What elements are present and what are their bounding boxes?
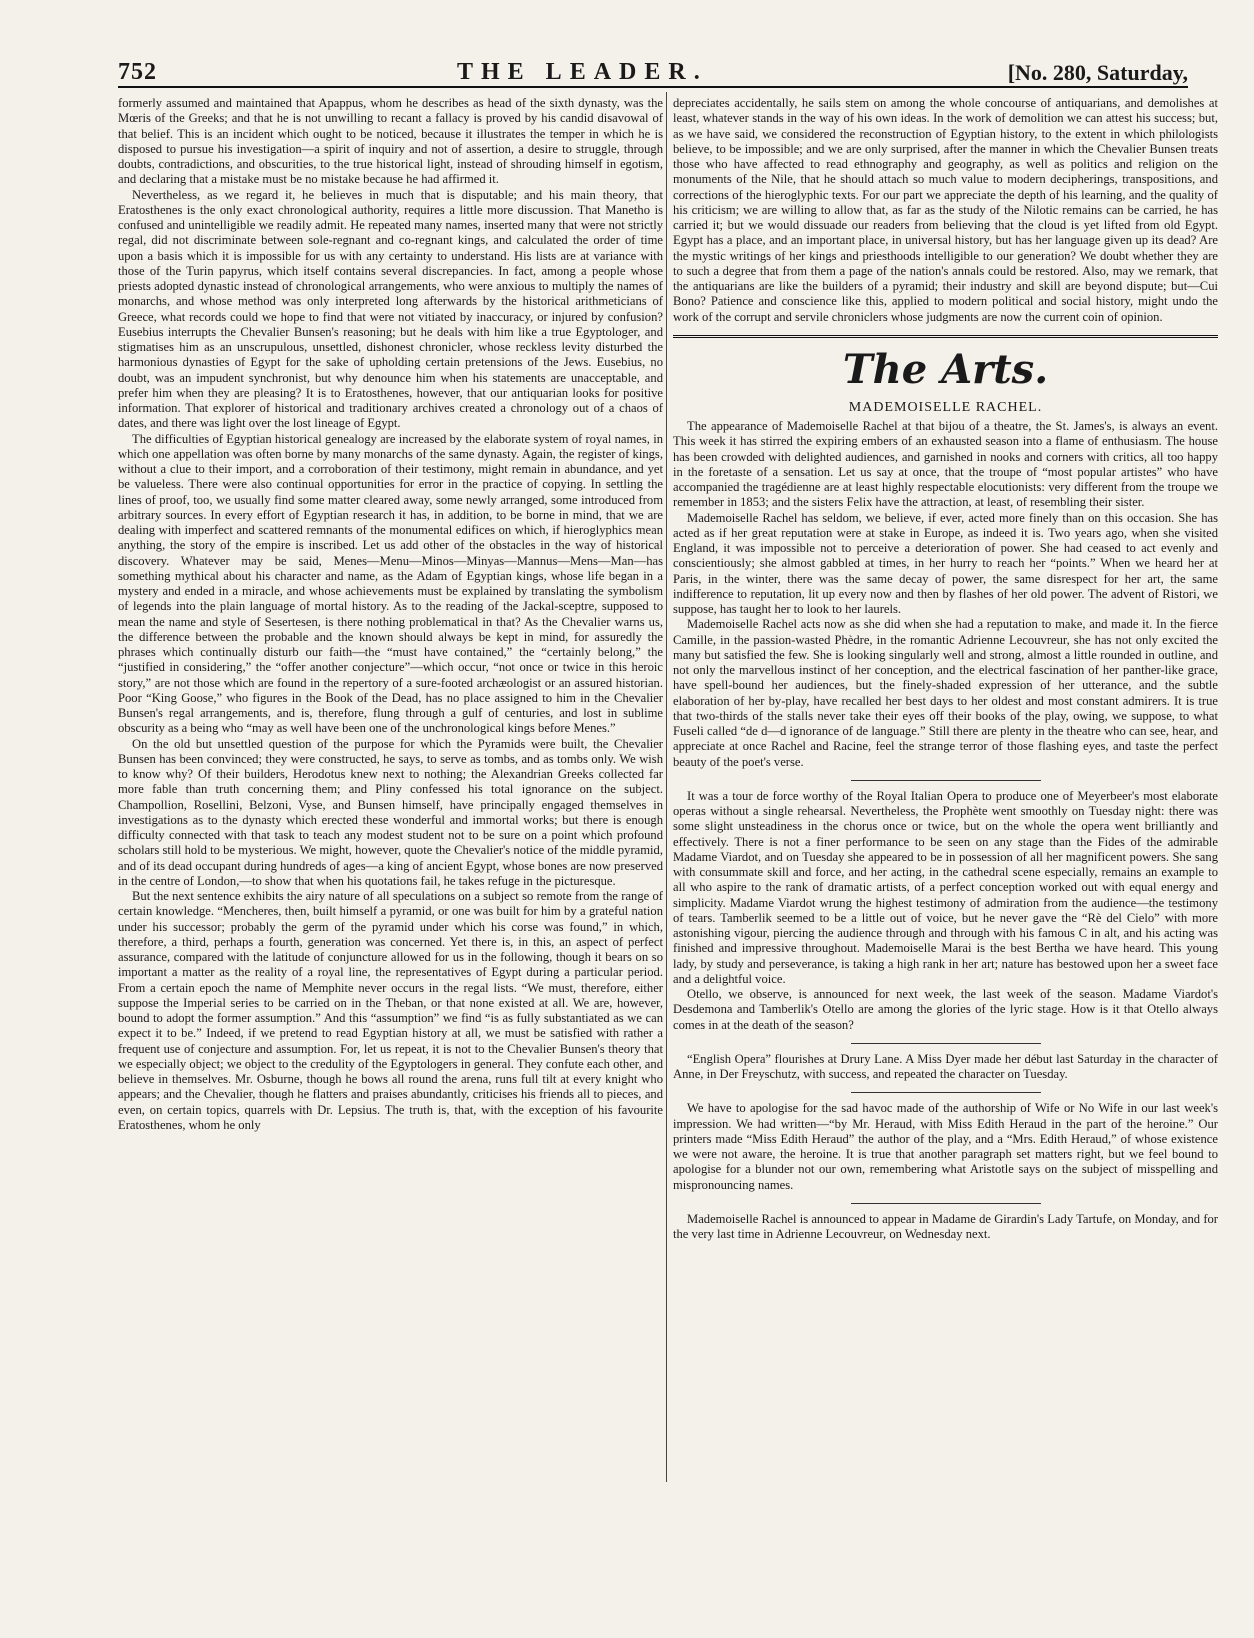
left-column	[118, 96, 663, 1133]
separator-rule-2	[851, 1043, 1041, 1044]
rachel-paragraph-2: Mademoiselle Rachel has seldom, we believe, if ever, acted more finely than on this occasion. She has acted as if her great reputation were at stake in Europe, as indeed it is. Two years ago, when she visited England, it was impossible not to perceive a deterioration of power. She had ceased to act evenly and conscientiously; she almost gabbled at times, in her hurry to reach her “points.” When we heard her at Paris, in the winter, there was the same decay of power, the same disrespect for her art, the same indifference to reputation, lit up every now and then by flashes of her old power. The advent of Ristori, we suppose, has taught her to look to her laurels.	[673, 510, 1218, 616]
left-paragraph-3: The difficulties of Egyptian historical genealogy are increased by the elaborate system of royal names, in which one appellation was often borne by many monarchs of the same dynasty. Again, the register of kings, without a clue to their import, and a corroboration of their testimony, might remain in abundance, and yet be valueless. There were also continual opportunities for error in the practice of copying. In settling the lines of proof, too, we usually find some matter cleared away, some newly arranged, some introduced from arbitrary sources. In every effort of Egyptian research it has, in addition, to be borne in mind, that we are dealing with imperfect and scattered remnants of the monumental edifices on which, if hieroglyphics mean anything, the story of the empire is inscribed. Let us add other of the obstacles in the way of historical discovery. Whatever may be said, Menes—Menu—Minos—Minyas—Mannus—Mens—Man—has something mythical about his character and name, as the Adam of Egyptian kings, whose life began in a mystery and ended in a miracle, and whose achievements must be explained by translating the symbolism of legends into the plain language of mortal history. As to the reading of the Jackal-sceptre, supposed to mean the name and style of Sesertesen, is there nothing problematical in that? As the Chevalier warns us, the difference between the probable and the known should always be kept in mind, for assuredly the phrases which continually disturb our faith—the “must have contained,” the “certainly belong,” the “justified in considering,” the “offer another conjecture”—which occur, “not once or twice in this heroic story,” are not those which are found in the repertory of a sure-footed archæologist or an assured historian. Poor “King Goose,” who figures in the Book of the Dead, has no place assigned to him in the Chevalier Bunsen's regal arrangements, and is, therefore, flung through a gulf of centuries, and lost in sublime obscurity as a being who “may as well have been one of the unchronological kings before Menes.”	[118, 431, 663, 736]
english-opera-paragraph: “English Opera” flourishes at Drury Lane. A Miss Dyer made her début last Saturday in the character of Anne, in Der Freyschutz, with success, and repeated the character on Tuesday.	[673, 1051, 1218, 1081]
section-rule	[673, 335, 1218, 338]
section-title-arts: The Arts.	[842, 345, 1049, 393]
right-continuation-paragraph: depreciates accidentally, he sails stem on among the whole concourse of antiquarians, and demolishes at least, whatever stands in the way of his own ideas. In the work of demolition we can attest his success; but, as we have said, we considered the reconstruction of Egyptian history, to the extent in which philologists believe, to be impossible; and we are only surprised, after the manner in which the Chevalier Bunsen treats those who have affected to read ethnography and geography, as well as politics and religion on the monuments of the Nile, that he should attach so much value to modern decipherings, transpositions, and corrections of the hieroglyphic texts. For our part we appreciate the depth of his learning, and the quality of his criticism; we are willing to allow that, as far as the study of the Nilotic remains can be carried, he has carried it; but we would dissuade our readers from believing that the cloud is yet lifted from old Egypt. Egypt has a place, and an important place, in universal history, but has her language given up its dead? Are the mystic writings of her kings and priesthoods intelligible to our generation? We doubt whether they are to such a degree that from them a page of the nation's annals could be restored. Also, may we remark, that the antiquarians are like the builders of a pyramid; their industry and skill are beyond dispute; but—Cui Bono? Patience and conscience like this, applied to modern political and social history, might undo the work of the corrupt and servile chroniclers whose judgments are now the current coin of opinion.	[673, 96, 1218, 324]
opera-paragraph-2: Otello, we observe, is announced for next week, the last week of the season. Madame Viardot's Desdemona and Tamberlik's Otello are among the glories of the lyric stage. How is it that Otello always comes in at the death of the season?	[673, 987, 1218, 1032]
paper-title: THE LEADER.	[457, 59, 708, 85]
announcement-paragraph: Mademoiselle Rachel is announced to appear in Madame de Girardin's Lady Tartufe, on Monday, and for the very last time in Adrienne Lecouvreur, on Wednesday next.	[673, 1211, 1218, 1241]
apology-paragraph: We have to apologise for the sad havoc made of the authorship of Wife or No Wife in our last week's impression. We had written—“by Mr. Heraud, with Miss Edith Heraud in the part of the heroine.” Our printers made “Miss Edith Heraud” the author of the play, and a “Mrs. Edith Heraud,” of whose existence we were not aware, the heroine. It is true that another paragraph set matters right, but we feel bound to apologise for a blunder not our own, remembering what Aristotle says on the subject of misspelling and mispronouncing names.	[673, 1101, 1218, 1192]
page-number: 752	[118, 59, 157, 85]
article-heading-rachel: MADEMOISELLE RACHEL.	[848, 399, 1043, 415]
left-paragraph-5: But the next sentence exhibits the airy nature of all speculations on a subject so remote from the range of certain knowledge. “Mencheres, then, built himself a pyramid, or one was built for him by a grateful nation under his successor; probably the germ of the pyramid under which his corse was found,” in which, therefore, a third, perhaps a fourth, generation was concerned. Yet there is, in this, an aspect of perfect assurance, compared with the latitude of conjuncture allowed for us in the following, though it bears on so important a matter as the reality of a royal line, the representatives of Egypt during a particular period. From a certain epoch the name of Memphite never occurs in the regal lists. “We must, therefore, either suppose the Imperial series to be carried on in the Theban, or that none existed at all. We are, however, bound to adopt the former assumption.” And this “assumption” we find “is as fully substantiated as we can expect it to be.” Indeed, if we pretend to read Egyptian history at all, we must be satisfied with rather a frequent use of conjecture and assumption. For, let us repeat, it is not to the Chevalier Bunsen's theory that we especially object; we object to the credulity of the Egyptologers in general. They confute each other, and believe in themselves. Mr. Osburne, though he bows all round the arena, runs full tilt at every knight who appears; and the Chevalier, though he flatters and praises abundantly, criticises his friends all to pieces, and even, on certain topics, quarrels with Dr. Lepsius. The truth is, that, with the exception of his favourite Eratosthenes, whom he only	[118, 889, 663, 1132]
column-divider	[666, 92, 667, 1482]
left-paragraph-1: formerly assumed and maintained that Apappus, whom he describes as head of the sixth dynasty, was the Mœris of the Greeks; and that he is not unwilling to recant a fallacy is proved by his candid disavowal of that belief. This is an incident which ought to be noticed, because it illustrates the temper in which he is disposed to pursue his investigation—a spirit of inquiry and not of assertion, a desire to struggle, through doubts, contradictions, and obscurities, to the true historical light, instead of shrouding himself in egotism, and declaring that a mistake must be no mistake because he had affirmed it.	[118, 96, 663, 187]
rachel-paragraph-3: Mademoiselle Rachel acts now as she did when she had a reputation to make, and made it. In the fierce Camille, in the passion-wasted Phèdre, in the romantic Adrienne Lecouvreur, she has not only excited the many but satisfied the few. She is looking singularly well and strong, almost a little rounded in outline, and not only the marvellous instinct of her conception, and the electrical fascination of her panther-like grace, have spell-bound her audiences, but the finely-shaded expression of her utterance, and the subtle elaboration of her by-play, have recalled her best days to her oldest and most constant admirers. It is true that two-thirds of the stalls never take their eyes off their books of the play, owing, we suppose, to what Fuseli called “de d—d ignorance of de language.” Still there are plenty in the theatre who can see, hear, and appreciate at once Rachel and Racine, feel the strange terror of those flashing eyes, and taste the perfect beauty of the poet's verse.	[673, 617, 1218, 769]
masthead	[118, 46, 1188, 88]
left-paragraph-2: Nevertheless, as we regard it, he believes in much that is disputable; and his main theory, that Eratosthenes is the only exact chronological authority, requires a little more discussion. That Manetho is confused and unintelligible we readily admit. He repeated many names, inserted many that were not strictly regal, did not discriminate between sole-regnant and co-regnant kings, and calculated the order of time upon a basis which it is impossible for us with any certainty to understand. His lists are at variance with those of the Turin papyrus, which itself contains several discrepancies. In fact, among a people whose priests adopted dynastic instead of chronological arrangements, who were anxious to multiply the names of monarchs, and whose method was only interpreted long afterwards by the historical arithmeticians of Greece, what records could we hope to find that were not vitiated by inaccuracy, or injured by confusion? Eusebius interrupts the Chevalier Bunsen's reasoning; but he deals with him like a true Egyptologer, and stigmatises him as an unscrupulous, unsettled, dishonest chronicler, whose reckless levity disturbed the harmonious dynasties of Egypt for the sake of upholding certain pretensions of the Jews. Eusebius, no doubt, was an impudent synchronist, but why denounce him when his statements are unacceptable, and prefer him when they are pleasing? It is to Eratosthenes, however, that our antiquarian looks for positive information. That explorer of historical and traditionary archives created a chronology out of a chaos of dates, and there was light over the lost lineage of Egypt.	[118, 187, 663, 431]
issue-info: [No. 280, Saturday,	[1007, 60, 1188, 85]
rachel-paragraph-1: The appearance of Mademoiselle Rachel at that bijou of a theatre, the St. James's, is always an event. This week it has stirred the expiring embers of an exhausted season into a flame of enthusiasm. The house has been crowded with delighted audiences, and garnished in nooks and corners with critics, all too happy in the foretaste of a sensation. Let us say at once, that the troupe of “most popular artistes” who have accompanied the tragédienne are at least highly respectable elocutionists: very different from the troupe we remember in 1853; and the sisters Felix have the attraction, at least, of resembling their sister.	[673, 419, 1218, 510]
right-column	[673, 96, 1218, 1242]
separator-rule-4	[851, 1203, 1041, 1204]
separator-rule-1	[851, 780, 1041, 781]
opera-paragraph-1: It was a tour de force worthy of the Royal Italian Opera to produce one of Meyerbeer's most elaborate operas without a single rehearsal. Nevertheless, the Prophète went smoothly on Tuesday night: there was some slight unsteadiness in the chorus once or twice, but on the whole the opera went brilliantly and effectively. There is not a finer performance to be seen on any stage than the Fides of the admirable Madame Viardot, and on Tuesday she appeared to be in possession of all her magnificent powers. She sang with consummate skill and force, and her acting, in the cathedral scene especially, remains an example to all who aspire to the rank of dramatic artists, of a perfect conception worked out with equal energy and simplicity. Madame Viardot wrung the highest testimony of admiration from the audience—the testimony of tears. Tamberlik seemed to be a little out of voice, but he never gave the “Rè del Cielo” with more astonishing vigour, piercing the audience through and through with his famous C in alt, and his acting was finished and impressive throughout. Mademoiselle Marai is the best Bertha we have heard. This young lady, by study and perseverance, is taking a high rank in her art; nature has bestowed upon her a sweet face and a delightful voice.	[673, 788, 1218, 986]
separator-rule-3	[851, 1092, 1041, 1093]
left-paragraph-4: On the old but unsettled question of the purpose for which the Pyramids were built, the Chevalier Bunsen has been convinced; they were constructed, he says, to serve as tombs, and as tombs only. We wish to know why? Of their builders, Herodotus knew next to nothing; the Alexandrian Greeks collected far more fable than truth concerning them; and Pliny confessed his total ignorance on the subject. Champollion, Rosellini, Belzoni, Vyse, and Bunsen himself, have principally engaged themselves in investigations as to the dynasty which erected these wonderful and immortal works; but there is enough difficulty connected with that task to teach any modest student not to be sure on a point which profound scholars still hold to be mysterious. We might, however, quote the Chevalier's notice of the middle pyramid, and of its dead occupant during hundreds of ages—a king of ancient Egypt, whose bones are now preserved in the centre of London,—to show that when his quotations fail, he takes refuge in the picturesque.	[118, 736, 663, 888]
